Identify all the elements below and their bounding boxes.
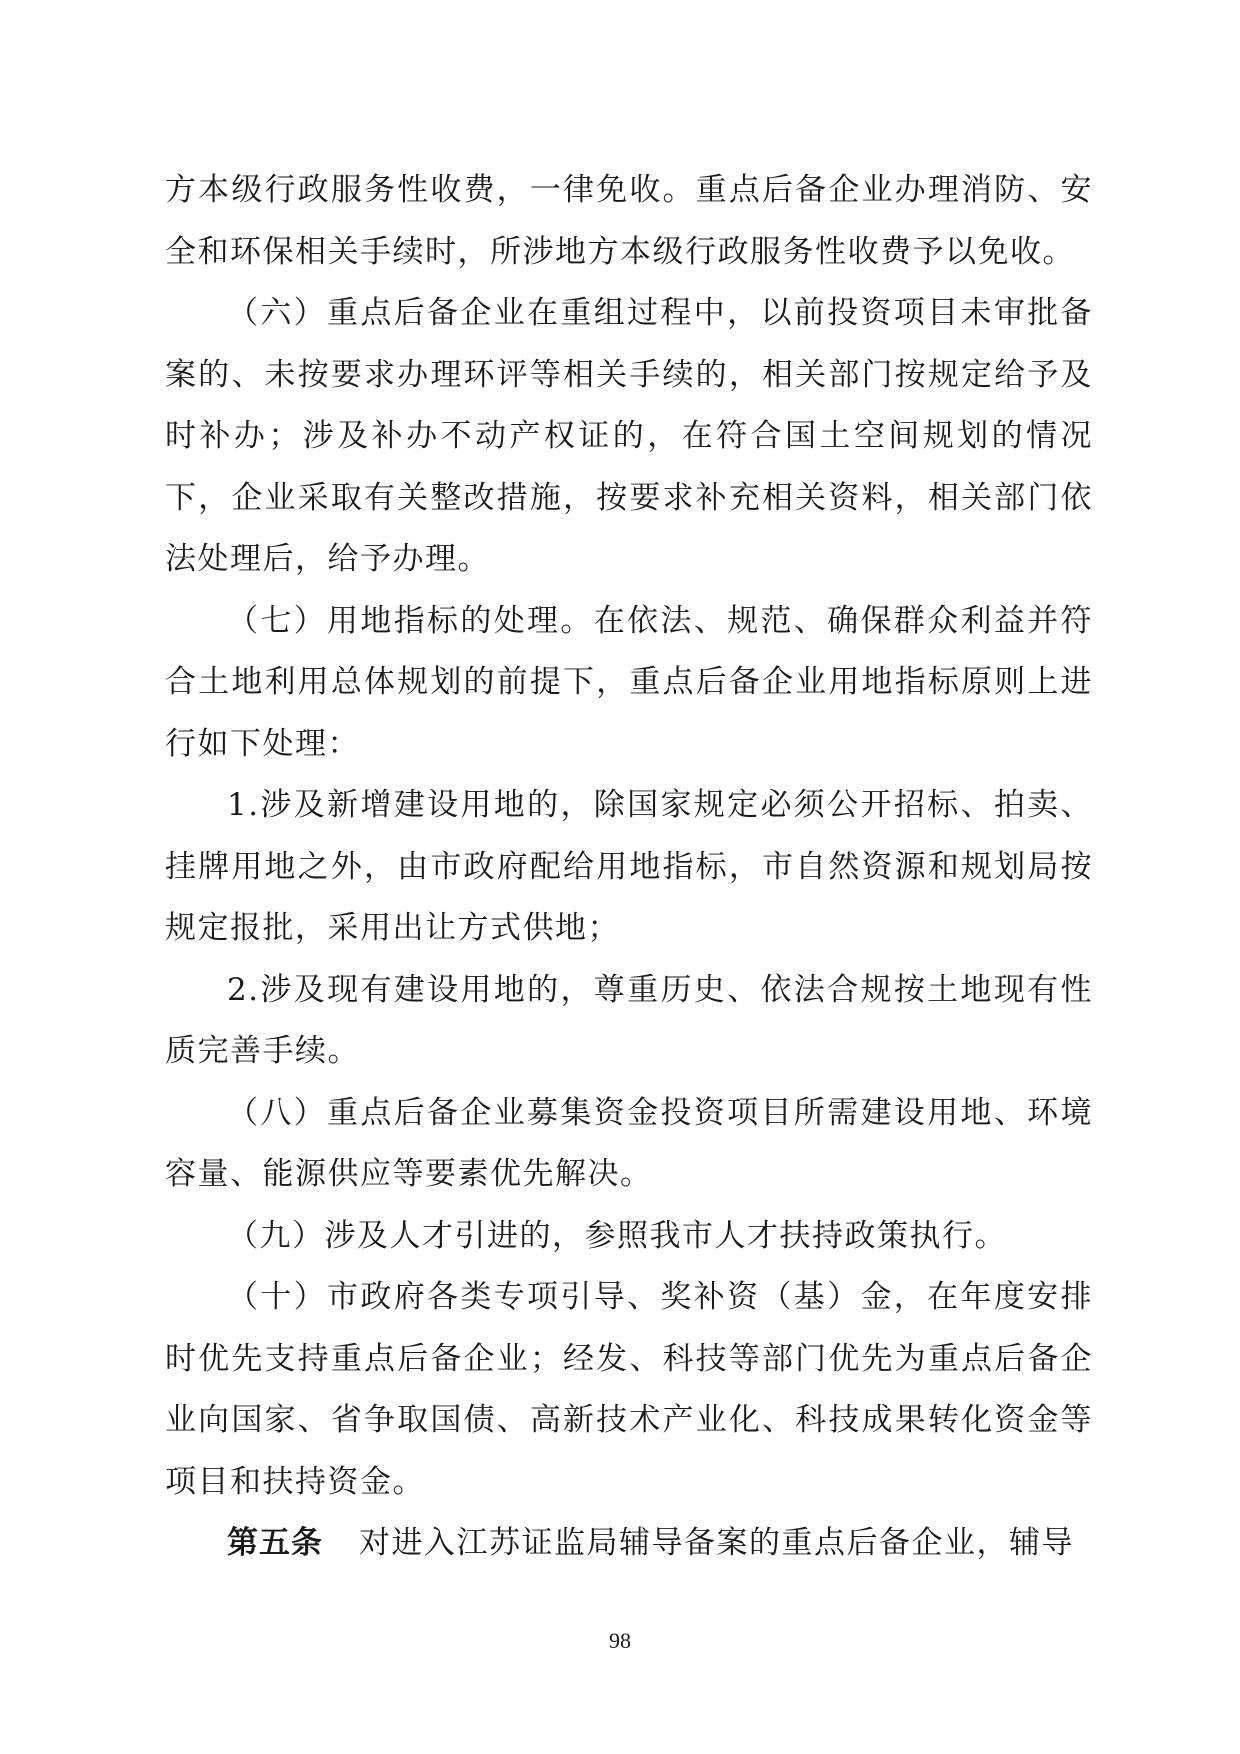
article-label: 第五条 — [227, 1525, 323, 1561]
paragraph-item-10: （十）市政府各类专项引导、奖补资（基）金，在年度安排时优先支持重点后备企业；经发、科技等部门优先为重点后备企业向国家、省争取国债、高新技术产业化、科技成果转化资金等项目和扶持资金。 — [165, 1279, 1093, 1500]
page-number: 98 — [609, 1628, 631, 1653]
article-five — [165, 1513, 1093, 1575]
paragraph-item-8: （八）重点后备企业募集资金投资项目所需建设用地、环境容量、能源供应等要素优先解决。 — [165, 1094, 1093, 1192]
paragraph-subitem-1: 1.涉及新增建设用地的，除国家规定必须公开招标、拍卖、挂牌用地之外，由市政府配给用地指标，市自然资源和规划局按规定报批，采用出让方式供地； — [165, 787, 1093, 946]
paragraph-item-6: （六）重点后备企业在重组过程中，以前投资项目未审批备案的、未按要求办理环评等相关手续的，相关部门按规定给予及时补办；涉及补办不动产权证的，在符合国土空间规划的情况下，企业采取有关整改措施，按要求补充相关资料，相关部门依法处理后，给予办理。 — [165, 295, 1093, 577]
paragraph-subitem-2: 2.涉及现有建设用地的，尊重历史、依法合规按土地现有性质完善手续。 — [165, 971, 1093, 1069]
document-body — [165, 160, 1093, 1575]
article-text: 对进入江苏证监局辅导备案的重点后备企业，辅导 — [359, 1525, 1074, 1561]
paragraph-continuation: 方本级行政服务性收费，一律免收。重点后备企业办理消防、安全和环保相关手续时，所涉地方本级行政服务性收费予以免收。 — [165, 172, 1093, 270]
paragraph-item-7: （七）用地指标的处理。在依法、规范、确保群众利益并符合土地利用总体规划的前提下，重点后备企业用地指标原则上进行如下处理： — [165, 602, 1093, 762]
paragraph-item-9: （九）涉及人才引进的，参照我市人才扶持政策执行。 — [227, 1217, 1007, 1254]
